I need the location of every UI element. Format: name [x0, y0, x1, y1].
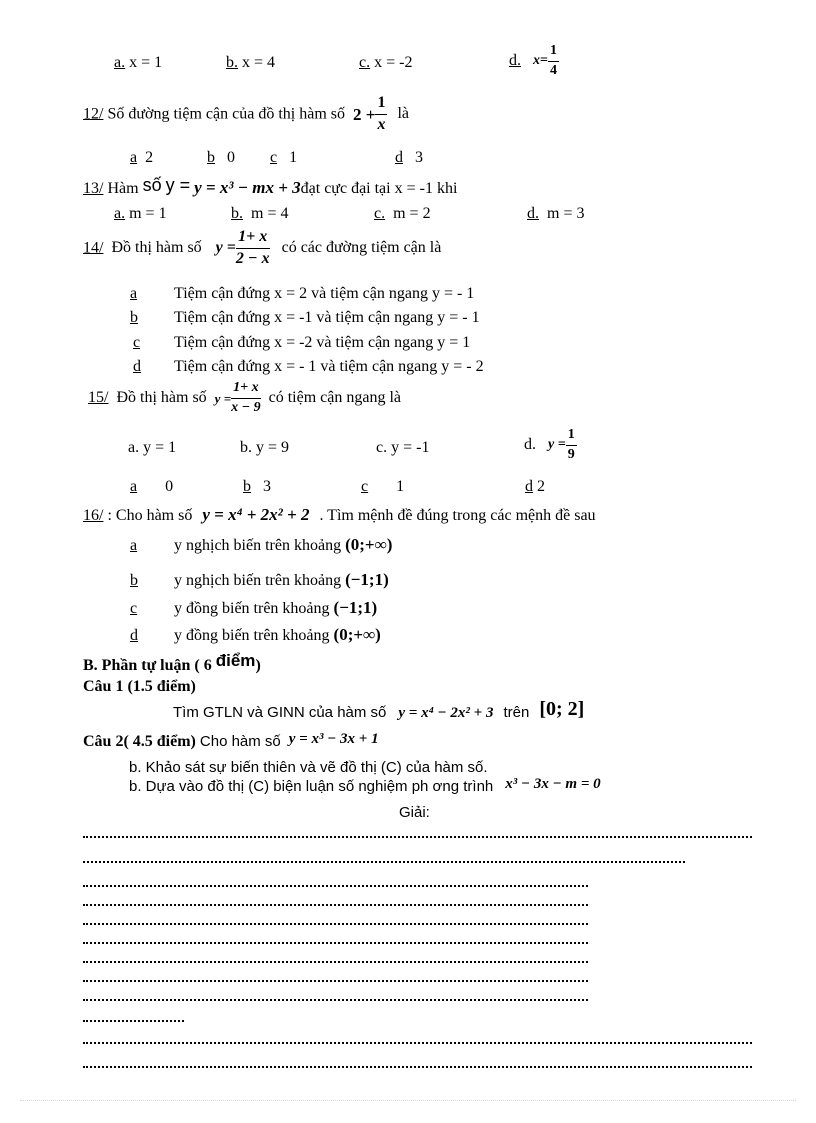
answer-line: [83, 923, 588, 925]
interval: (0;+∞): [333, 625, 381, 644]
cau-2-heading: Câu 2( 4.5 điểm): [83, 733, 196, 750]
option-label: b: [130, 309, 138, 326]
question-text: số: [142, 175, 162, 195]
q15-row2-a: [130, 479, 173, 495]
fraction: [375, 95, 387, 134]
numerator: 1: [375, 95, 387, 115]
question-text: Đồ thị hàm số: [111, 239, 202, 257]
option-text: y nghịch biến trên khoảng: [174, 537, 342, 554]
math-expr: y = x⁴ + 2x² + 2: [202, 505, 310, 524]
cau-1-text: Tìm GTLN và GINN của hàm số: [173, 704, 387, 721]
heading-text: B. Phần tự luận ( 6: [83, 657, 212, 674]
option-label: d.: [524, 436, 536, 454]
question-tail: có các đường tiệm cận là: [281, 239, 442, 257]
question-tail: . Tìm mệnh đề đúng trong các mệnh đề sau: [319, 507, 596, 524]
q12-option-b: [207, 150, 235, 166]
q16-option-a: [130, 536, 392, 554]
option-label: c.: [359, 54, 371, 71]
question-text: : Cho hàm số: [107, 507, 193, 524]
option-value: 2: [145, 149, 154, 166]
option-value: 0: [165, 478, 174, 495]
answer-line: [83, 1066, 752, 1068]
math-expr: y = x³ − mx + 3: [194, 178, 301, 197]
numerator: 1: [566, 428, 577, 446]
denominator: 4: [549, 62, 557, 78]
q16-option-d: [130, 626, 381, 644]
question-text: Số đường tiệm cận của đồ thị hàm số: [107, 105, 345, 123]
q12-option-a: [130, 150, 153, 166]
heading-text: điểm: [215, 651, 256, 670]
option-label: c: [361, 478, 369, 495]
cau-2-part-1: b. Khảo sát sự biến thiên và vẽ đồ thị (C) của hàm số.: [129, 759, 488, 776]
answer-line: [83, 1042, 752, 1044]
option-label: d.: [509, 52, 521, 70]
interval: [0; 2]: [539, 698, 585, 720]
math-expr: x³ − 3x − m = 0: [505, 776, 601, 792]
option-value: m = 1: [129, 205, 167, 222]
numerator: 1+ x: [236, 229, 270, 249]
cau-2-part-2: [129, 776, 601, 795]
q14-option-b: [130, 310, 480, 326]
cau-2-title: [83, 731, 379, 750]
q16-option-b: [130, 571, 389, 589]
answer-line: [83, 1020, 184, 1022]
answer-line: [83, 980, 588, 982]
question-number: 16/: [83, 507, 104, 524]
q13-option-d: [527, 206, 584, 222]
solution-label: Giải:: [399, 804, 430, 821]
option-label: a: [130, 149, 138, 166]
question-12: [83, 95, 409, 134]
q11-option-d: [509, 44, 559, 78]
fraction: [236, 229, 270, 268]
math-lhs: y =: [548, 437, 566, 453]
interval: (−1;1): [345, 570, 389, 589]
question-16: [83, 506, 596, 524]
fraction: [548, 44, 559, 78]
answer-line: [83, 861, 685, 863]
math-expr: y = x⁴ − 2x² + 3: [398, 705, 494, 721]
option-value: Tiệm cận đứng x = 2 và tiệm cận ngang y = - 1: [174, 285, 475, 302]
math-eq: =: [540, 53, 548, 69]
q11-option-b: [226, 55, 275, 71]
q12-option-d: [395, 150, 423, 166]
denominator: 9: [567, 446, 575, 462]
part-b-heading: [83, 651, 261, 674]
option-label: d: [130, 627, 138, 644]
option-text: y nghịch biến trên khoảng: [174, 572, 342, 589]
option-value: 0: [227, 149, 235, 166]
answer-line: [83, 942, 588, 944]
option-value: 1: [289, 149, 298, 166]
numerator: 1: [548, 44, 559, 62]
q15-row2-b: [243, 479, 271, 495]
question-tail: là: [397, 105, 409, 123]
q15-row2-d: [525, 479, 545, 495]
q15-row2-c: [361, 479, 404, 495]
option-label: c: [133, 334, 141, 351]
option-label: a: [130, 285, 138, 302]
answer-line: [83, 904, 588, 906]
option-value: Tiệm cận đứng x = -1 và tiệm cận ngang y = - 1: [174, 309, 480, 326]
math-lhs: y =: [215, 239, 236, 257]
question-text: Hàm: [107, 180, 139, 197]
question-text: y =: [165, 175, 191, 195]
question-text: Đồ thị hàm số: [116, 389, 207, 407]
option-label: a: [130, 537, 138, 554]
option-label: a.: [114, 54, 126, 71]
question-text: đạt cực đại tại x = -1 khi: [300, 180, 458, 197]
option-label: d: [133, 358, 141, 375]
q15-option-c: c. y = -1: [376, 439, 430, 456]
option-label: b: [130, 572, 138, 589]
option-value: x = 1: [129, 54, 163, 71]
option-label: d: [395, 149, 403, 166]
option-value: 2: [537, 478, 545, 495]
question-tail: có tiệm cận ngang là: [268, 389, 401, 407]
question-14: [83, 229, 441, 268]
option-label: b.: [226, 54, 238, 71]
option-label: c: [270, 149, 278, 166]
question-number: 13/: [83, 180, 104, 197]
option-text: y đồng biến trên khoảng: [174, 600, 330, 617]
answer-line: [83, 885, 588, 887]
option-value: m = 4: [251, 205, 289, 222]
answer-line: [83, 999, 588, 1001]
option-value: Tiệm cận đứng x = -2 và tiệm cận ngang y = 1: [174, 334, 471, 351]
option-value: 3: [263, 478, 271, 495]
heading-text: ): [255, 657, 261, 674]
option-label: a.: [114, 205, 126, 222]
q13-option-a: [114, 206, 167, 222]
option-text: y đồng biến trên khoảng: [174, 627, 330, 644]
cau-1-on: trên: [503, 704, 530, 721]
option-value: m = 2: [393, 205, 431, 222]
q15-option-d: [524, 428, 577, 462]
answer-line: [83, 836, 752, 838]
math-lhs: y =: [214, 390, 232, 406]
option-label: c: [130, 600, 138, 617]
q15-option-b: b. y = 9: [240, 439, 290, 456]
denominator: 2 − x: [235, 249, 270, 267]
interval: (−1;1): [333, 598, 378, 617]
cau-2-text: Cho hàm số: [199, 733, 281, 750]
question-number: 14/: [83, 239, 104, 257]
math-lhs: x: [533, 53, 540, 69]
numerator: 1+ x: [231, 381, 260, 399]
question-number: 15/: [88, 389, 109, 407]
question-13: [83, 175, 458, 197]
denominator: x − 9: [231, 399, 261, 415]
option-label: c.: [374, 205, 386, 222]
denominator: x: [377, 115, 386, 133]
answer-line: [83, 961, 588, 963]
math-expr: 2 +: [353, 104, 376, 124]
question-15: [88, 381, 401, 415]
q15-option-a: a. y = 1: [128, 439, 177, 456]
fraction: [231, 381, 260, 415]
cau-1-title: Câu 1 (1.5 điểm): [83, 678, 196, 695]
option-label: a: [130, 478, 138, 495]
q16-option-c: [130, 599, 377, 617]
option-value: 1: [396, 478, 405, 495]
option-label: b.: [231, 205, 243, 222]
cau-2-part-2-text: b. Dựa vào đồ thị (C) biện luận số nghiệm ph ơng trình: [129, 778, 494, 795]
q14-option-d: [133, 359, 484, 375]
q13-option-c: [374, 206, 431, 222]
option-value: m = 3: [547, 205, 585, 222]
q11-option-c: [359, 55, 412, 71]
option-value: 3: [415, 149, 423, 166]
q14-option-c: [133, 335, 470, 351]
page-bottom-divider: [20, 1100, 796, 1101]
option-value: x = -2: [374, 54, 413, 71]
cau-1-body: [173, 698, 585, 721]
fraction: [566, 428, 577, 462]
option-label: d.: [527, 205, 539, 222]
option-value: Tiệm cận đứng x = - 1 và tiệm cận ngang y = - 2: [174, 358, 484, 375]
q11-option-a: [114, 55, 162, 71]
option-label: d: [525, 478, 533, 495]
option-label: b: [243, 478, 251, 495]
q12-option-c: [270, 150, 297, 166]
q13-option-b: [231, 206, 288, 222]
q14-option-a: [130, 286, 474, 302]
math-expr: y = x³ − 3x + 1: [288, 731, 379, 747]
question-number: 12/: [83, 105, 104, 123]
option-label: b: [207, 149, 215, 166]
option-value: x = 4: [242, 54, 276, 71]
interval: (0;+∞): [345, 535, 393, 554]
